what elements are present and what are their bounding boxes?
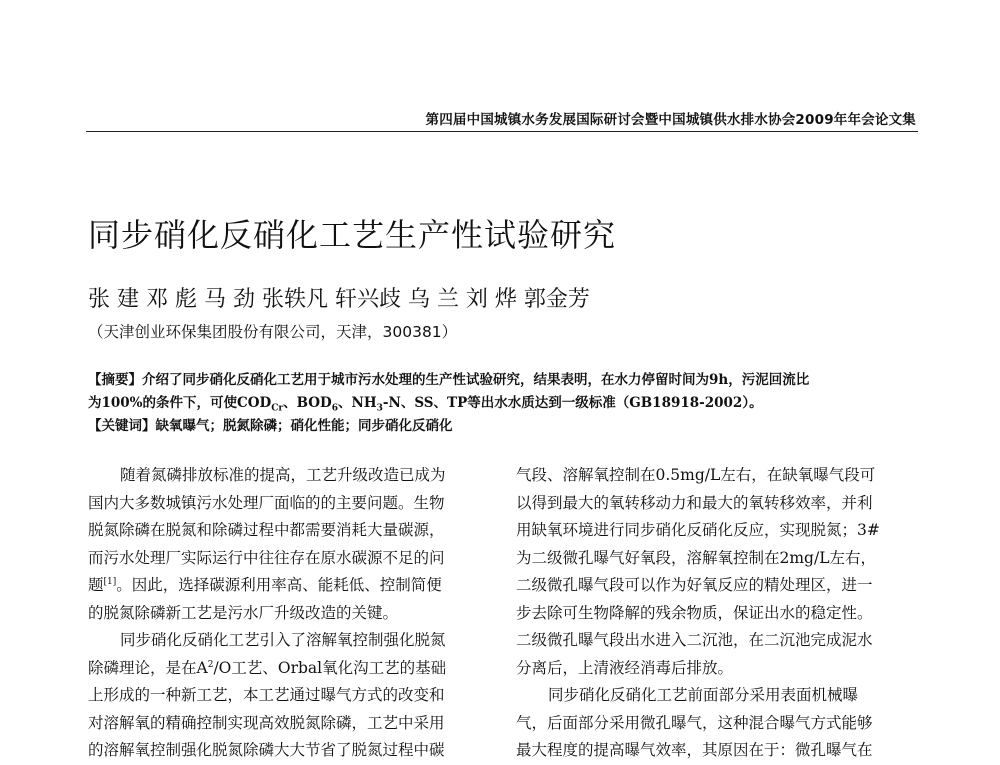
author-list: 张 建 邓 彪 马 劲 张轶凡 轩兴歧 乌 兰 刘 烨 郭金芳 — [88, 287, 590, 312]
text-line: 而污水处理厂实际运行中往往存在原水碳源不足的问 — [88, 548, 445, 567]
text-run: /O工艺、Orbal氧化沟工艺的基础 — [213, 658, 447, 677]
subscript: 6 — [331, 403, 339, 414]
body-column-right — [516, 462, 916, 765]
abstract-text: -N、SS、TP等出水水质达到一级标准（GB18918-2002）。 — [382, 395, 763, 411]
abstract-line — [88, 369, 916, 392]
text-line: 用缺氧环境进行同步硝化反硝化反应，实现脱氮；3# — [516, 521, 880, 539]
text-line: 气段、溶解氧控制在0.5mg/L左右，在缺氧曝气段可 — [516, 466, 876, 484]
text-line: 上形成的一种新工艺，本工艺通过曝气方式的改变和 — [88, 686, 445, 704]
abstract-text: 介绍了同步硝化反硝化工艺用于城市污水处理的生产性试验研究，结果表明，在水力停留时间为9h，污泥回流比 — [142, 372, 810, 388]
subscript: 3 — [376, 403, 383, 414]
text-line: 国内大多数城镇污水处理厂面临的的主要问题。生物 — [88, 493, 445, 512]
text-line: 最大程度的提高曝气效率，其原因在于：微孔曝气在 — [516, 741, 873, 759]
article-title: 同步硝化反硝化工艺生产性试验研究 — [88, 216, 617, 254]
text-line: 分离后，上清液经消毒后排放。 — [516, 658, 734, 677]
text-line: 同步硝化反硝化工艺前面部分采用表面机械曝 — [548, 686, 859, 704]
text-line: 以得到最大的氧转移动力和最大的氧转移效率，并利 — [516, 493, 873, 512]
text-line — [88, 655, 488, 683]
running-header: 第四届中国城镇水务发展国际研讨会暨中国城镇供水排水协会2009年年会论文集 — [425, 112, 916, 128]
text-line: 随着氮磷排放标准的提高，工艺升级改造已成为 — [120, 466, 446, 484]
text-line: 为二级微孔曝气好氧段，溶解氧控制在2mg/L左右， — [516, 548, 876, 567]
abstract-label: 【摘要】 — [88, 372, 142, 388]
text-line: 步去除可生物降解的残余物质，保证出水的稳定性。 — [516, 603, 873, 622]
subscript: Cr — [271, 403, 284, 414]
text-line: 脱氮除磷在脱氮和除磷过程中都需要消耗大量碳源， — [88, 521, 445, 539]
text-run: 除磷理论，是在A — [88, 658, 208, 677]
body-column-left — [88, 462, 488, 765]
abstract-text: 、BOD — [283, 395, 332, 411]
abstract-text: 、NH — [338, 395, 377, 411]
abstract-line — [88, 392, 916, 415]
abstract-text: 为100%的条件下，可使COD — [88, 395, 272, 411]
keywords-text: 缺氧曝气；脱氮除磷；硝化性能；同步硝化反硝化 — [155, 418, 453, 434]
text-line: 的脱氮除磷新工艺是污水厂升级改造的关键。 — [88, 603, 399, 622]
text-line — [88, 572, 488, 600]
text-line: 二级微孔曝气段可以作为好氧反应的精处理区，进一 — [516, 576, 873, 594]
text-run: 。因此，选择碳源利用率高、能耗低、控制简便 — [116, 576, 442, 594]
text-line: 的溶解氧控制强化脱氮除磷大大节省了脱氮过程中碳 — [88, 741, 445, 759]
abstract — [88, 369, 916, 415]
text-line: 二级微孔曝气段出水进入二沉池，在二沉池完成泥水 — [516, 631, 873, 649]
text-line: 对溶解氧的精确控制实现高效脱氮除磷，工艺中采用 — [88, 713, 445, 732]
text-line: 同步硝化反硝化工艺引入了溶解氧控制强化脱氮 — [120, 631, 446, 649]
header-rule — [86, 131, 918, 132]
citation-ref: [1] — [103, 576, 117, 587]
superscript: 2 — [207, 659, 214, 670]
keywords — [88, 414, 916, 434]
keywords-label: 【关键词】 — [88, 418, 156, 434]
affiliation: （天津创业环保集团股份有限公司，天津，300381） — [88, 323, 458, 341]
text-run: 题 — [88, 576, 104, 594]
text-line: 气，后面部分采用微孔曝气，这种混合曝气方式能够 — [516, 713, 873, 732]
